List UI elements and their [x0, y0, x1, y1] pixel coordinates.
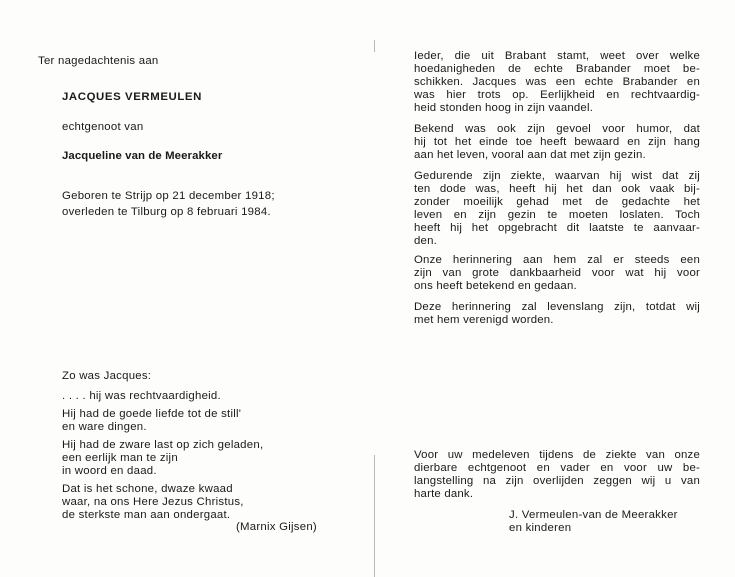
paragraph-line: leven en zijn gezin te moeten loslaten. Toch: [414, 209, 700, 221]
signature-name: J. Vermeulen-van de Meerakker: [509, 509, 678, 521]
thanks-line: langstelling na zijn overlijden zeggen wij u van: [414, 475, 700, 487]
paragraph-line: met hem verenigd worden.: [414, 314, 554, 326]
paragraph-reunion: [414, 301, 700, 327]
poem-line: een eerlijk man te zijn: [62, 452, 178, 464]
signature-family: en kinderen: [509, 522, 572, 534]
thanks-line: dierbare echtgenoot en vader en voor uw be-: [414, 462, 700, 474]
paragraph-line: Ieder, die uit Brabant stamt, weet over welke: [414, 50, 700, 62]
paragraph-line: Bekend was ook zijn gevoel voor humor, dat: [414, 123, 700, 135]
fold-line-bottom: [374, 455, 375, 577]
paragraph-line: den.: [414, 235, 437, 247]
poem-author: (Marnix Gijsen): [236, 521, 317, 533]
paragraph-line: Onze herinnering aan hem zal er steeds een: [414, 254, 700, 266]
poem-line: de sterkste man aan ondergaat.: [62, 509, 231, 521]
paragraph-line: hoedanigheden de echte Brabander moet be-: [414, 63, 700, 75]
paragraph-memory: [414, 254, 700, 293]
poem-line: Hij had de zware last op zich geladen,: [62, 439, 264, 451]
paragraph-line: zonder moeilijk gehad met de gedachte het: [414, 196, 700, 208]
fold-line-top: [374, 40, 375, 52]
poem-heading: Zo was Jacques:: [62, 370, 152, 382]
paragraph-line: Gedurende zijn ziekte, waarvan hij wist dat zij: [414, 170, 700, 182]
poem-stanza: [62, 408, 263, 434]
poem-line: en ware dingen.: [62, 421, 147, 433]
paragraph-line: aan het leven, vooral aan dat met zijn gezin.: [414, 149, 646, 161]
thanks-line: Voor uw medeleven tijdens de ziekte van onze: [414, 449, 700, 461]
poem: [62, 390, 263, 527]
paragraph-line: Deze herinnering zal levenslang zijn, totdat wij: [414, 301, 700, 313]
poem-stanza: [62, 439, 263, 478]
paragraph-line: zijn van grote dankbaarheid voor wat hij voor: [414, 267, 700, 279]
paragraph-humor: [414, 123, 700, 162]
poem-line: in woord en daad.: [62, 465, 157, 477]
paragraph-line: heeft hij het opgebracht dit laatste te aanvaar-: [414, 222, 700, 234]
thanks-paragraph: [414, 449, 700, 501]
relation-text: echtgenoot van: [62, 121, 144, 133]
paragraph-line: ten dode was, heeft hij het dan ook vaak bij-: [414, 183, 700, 195]
poem-stanza: [62, 390, 263, 403]
paragraph-line: heid stonden hoog in zijn vaandel.: [414, 102, 594, 114]
birth-line: Geboren te Strijp op 21 december 1918;: [62, 190, 275, 202]
death-line: overleden te Tilburg op 8 februari 1984.: [62, 206, 271, 218]
paragraph-line: ons heeft betekend en gedaan.: [414, 280, 577, 292]
poem-line: waar, na ons Here Jezus Christus,: [62, 496, 244, 508]
deceased-name: JACQUES VERMEULEN: [62, 91, 202, 103]
poem-stanza: [62, 483, 263, 522]
paragraph-illness: [414, 170, 700, 248]
paragraph-brabant: [414, 50, 700, 115]
spouse-name: Jacqueline van de Meerakker: [62, 150, 223, 162]
poem-line: Dat is het schone, dwaze kwaad: [62, 483, 233, 495]
paragraph-line: hij tot het einde toe heeft bewaard en zijn hang: [414, 136, 700, 148]
poem-line: Hij had de goede liefde tot de still': [62, 408, 242, 420]
paragraph-line: schikken. Jacques was een echte Brabander en: [414, 76, 700, 88]
paragraph-line: was hier trots op. Eerlijkheid en rechtvaardig-: [414, 89, 700, 101]
intro-text: Ter nagedachtenis aan: [38, 55, 159, 67]
thanks-line: harte dank.: [414, 488, 474, 500]
poem-line: . . . . hij was rechtvaardigheid.: [62, 390, 221, 402]
